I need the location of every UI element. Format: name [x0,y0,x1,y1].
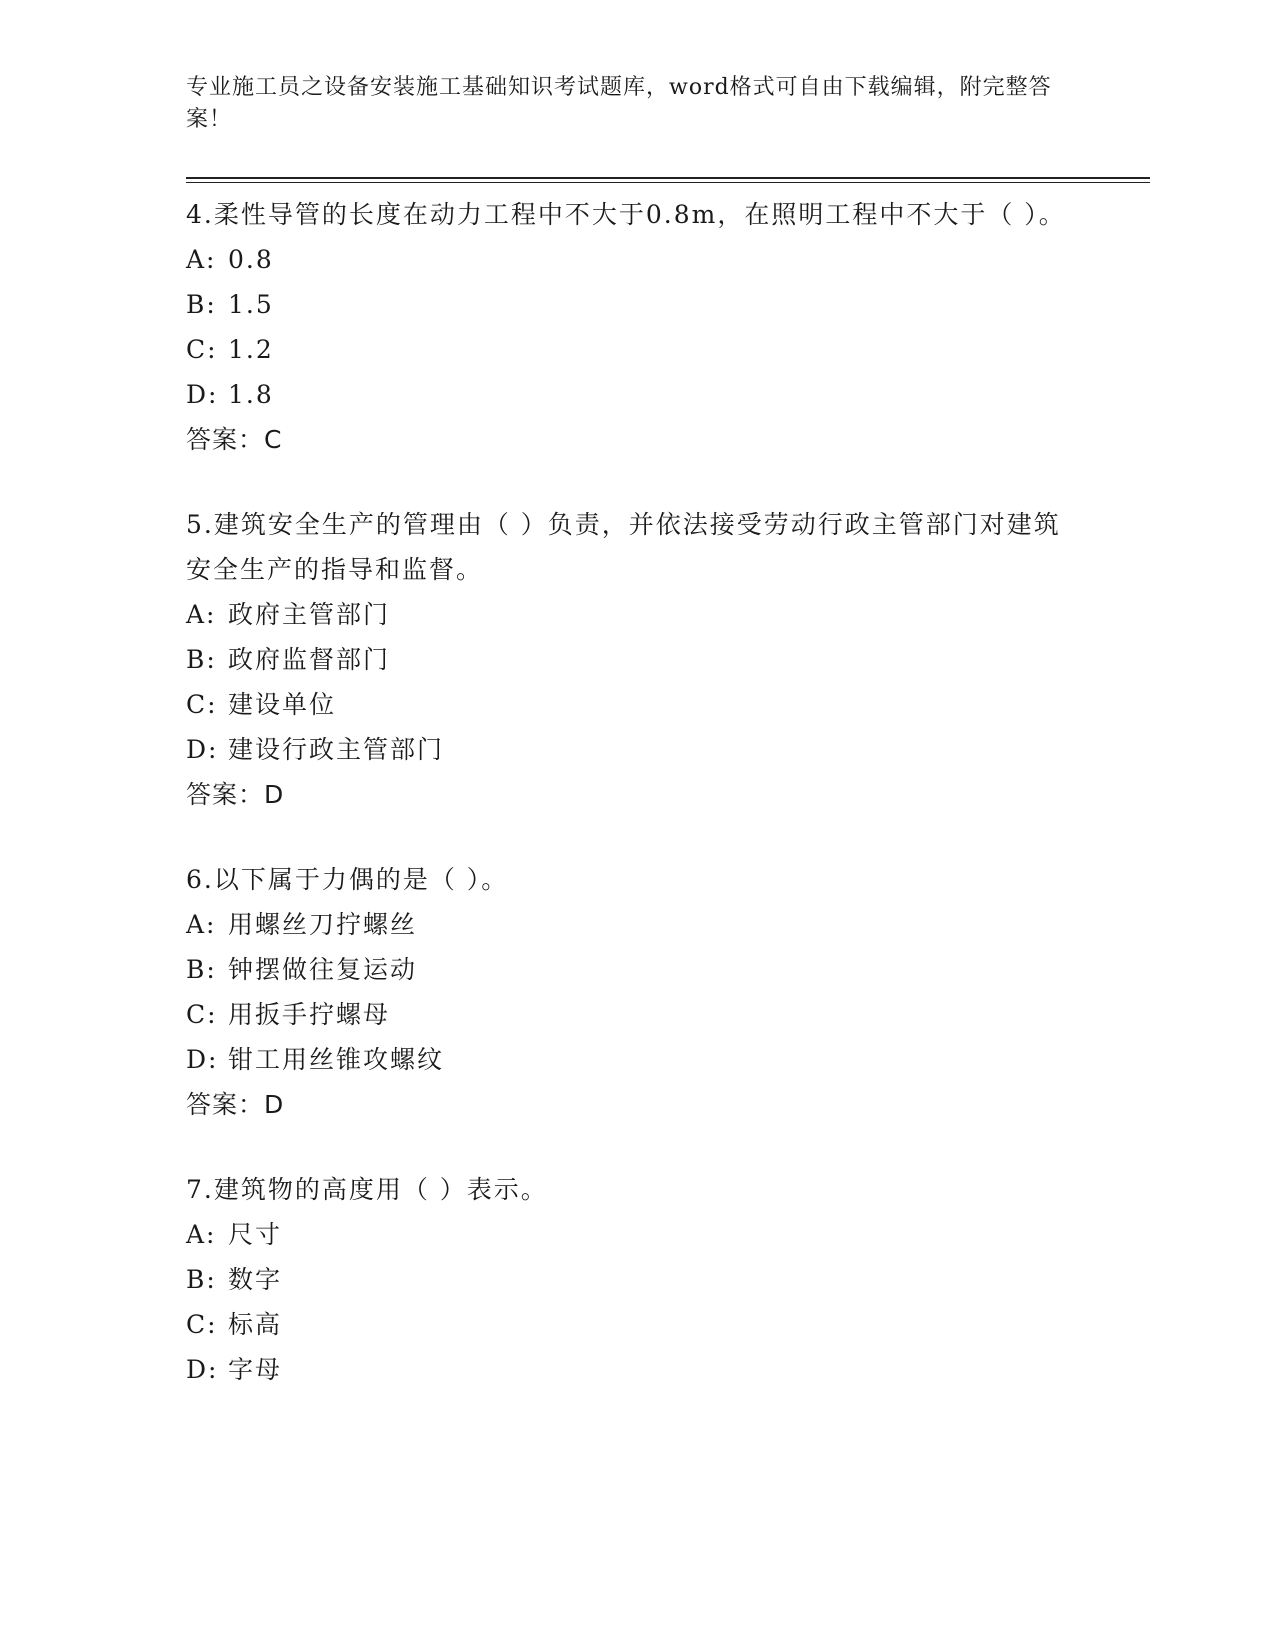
option-text: 字母 [228,1355,283,1384]
option-list [186,902,1086,1082]
option-text: 0.8 [228,245,274,274]
question-5 [186,502,1086,817]
question-text: 4.柔性导管的长度在动力工程中不大于0.8m，在照明工程中不大于（ ）。 [186,200,1066,229]
question-text: 5.建筑安全生产的管理由（ ）负责，并依法接受劳动行政主管部门对建筑安全生产的指导和监督。 [186,510,1061,584]
option-a [186,237,1086,282]
header-rule-thick [186,177,1150,179]
option-b [186,637,1086,682]
option-key: A: [186,1220,217,1249]
question-list [186,192,1086,1432]
option-text: 用螺丝刀拧螺丝 [228,910,418,939]
option-key: C: [186,335,218,364]
option-b [186,947,1086,992]
option-text: 建设行政主管部门 [228,735,445,764]
option-text: 建设单位 [228,690,337,719]
option-d [186,1347,1086,1392]
option-a [186,1212,1086,1257]
option-list [186,592,1086,772]
option-key: D: [186,1355,219,1384]
answer-line: 答案：D [186,1090,285,1119]
option-text: 标高 [228,1310,283,1339]
option-text: 1.2 [228,335,274,364]
option-text: 钳工用丝锥攻螺纹 [228,1045,445,1074]
question-text: 6.以下属于力偶的是（ ）。 [186,865,509,894]
header-rule-thin [186,182,1150,183]
option-c [186,1302,1086,1347]
option-key: C: [186,1000,218,1029]
option-text: 钟摆做往复运动 [228,955,418,984]
option-c [186,327,1086,372]
option-a [186,592,1086,637]
option-text: 政府主管部门 [228,600,391,629]
option-key: B: [186,645,217,674]
option-d [186,1037,1086,1082]
option-key: B: [186,955,217,984]
option-key: A: [186,600,217,629]
option-a [186,902,1086,947]
option-d [186,372,1086,417]
question-6 [186,857,1086,1127]
option-key: D: [186,380,219,409]
option-key: B: [186,1265,217,1294]
option-key: D: [186,1045,219,1074]
question-7 [186,1167,1086,1392]
option-key: C: [186,1310,218,1339]
option-b [186,1257,1086,1302]
option-b [186,282,1086,327]
option-c [186,682,1086,727]
question-text: 7.建筑物的高度用（ ）表示。 [186,1175,548,1204]
option-text: 尺寸 [228,1220,283,1249]
option-text: 数字 [228,1265,283,1294]
option-key: D: [186,735,219,764]
option-text: 用扳手拧螺母 [228,1000,391,1029]
option-c [186,992,1086,1037]
option-key: A: [186,245,217,274]
option-list [186,1212,1086,1392]
option-d [186,727,1086,772]
option-key: A: [186,910,217,939]
option-key: B: [186,290,217,319]
question-4 [186,192,1086,462]
option-list [186,237,1086,417]
answer-line: 答案：D [186,780,285,809]
answer-line: 答案：C [186,425,283,454]
option-text: 政府监督部门 [228,645,391,674]
option-key: C: [186,690,218,719]
document-header: 专业施工员之设备安装施工基础知识考试题库，word格式可自由下载编辑，附完整答案！ [186,75,1052,132]
option-text: 1.5 [228,290,274,319]
option-text: 1.8 [228,380,274,409]
